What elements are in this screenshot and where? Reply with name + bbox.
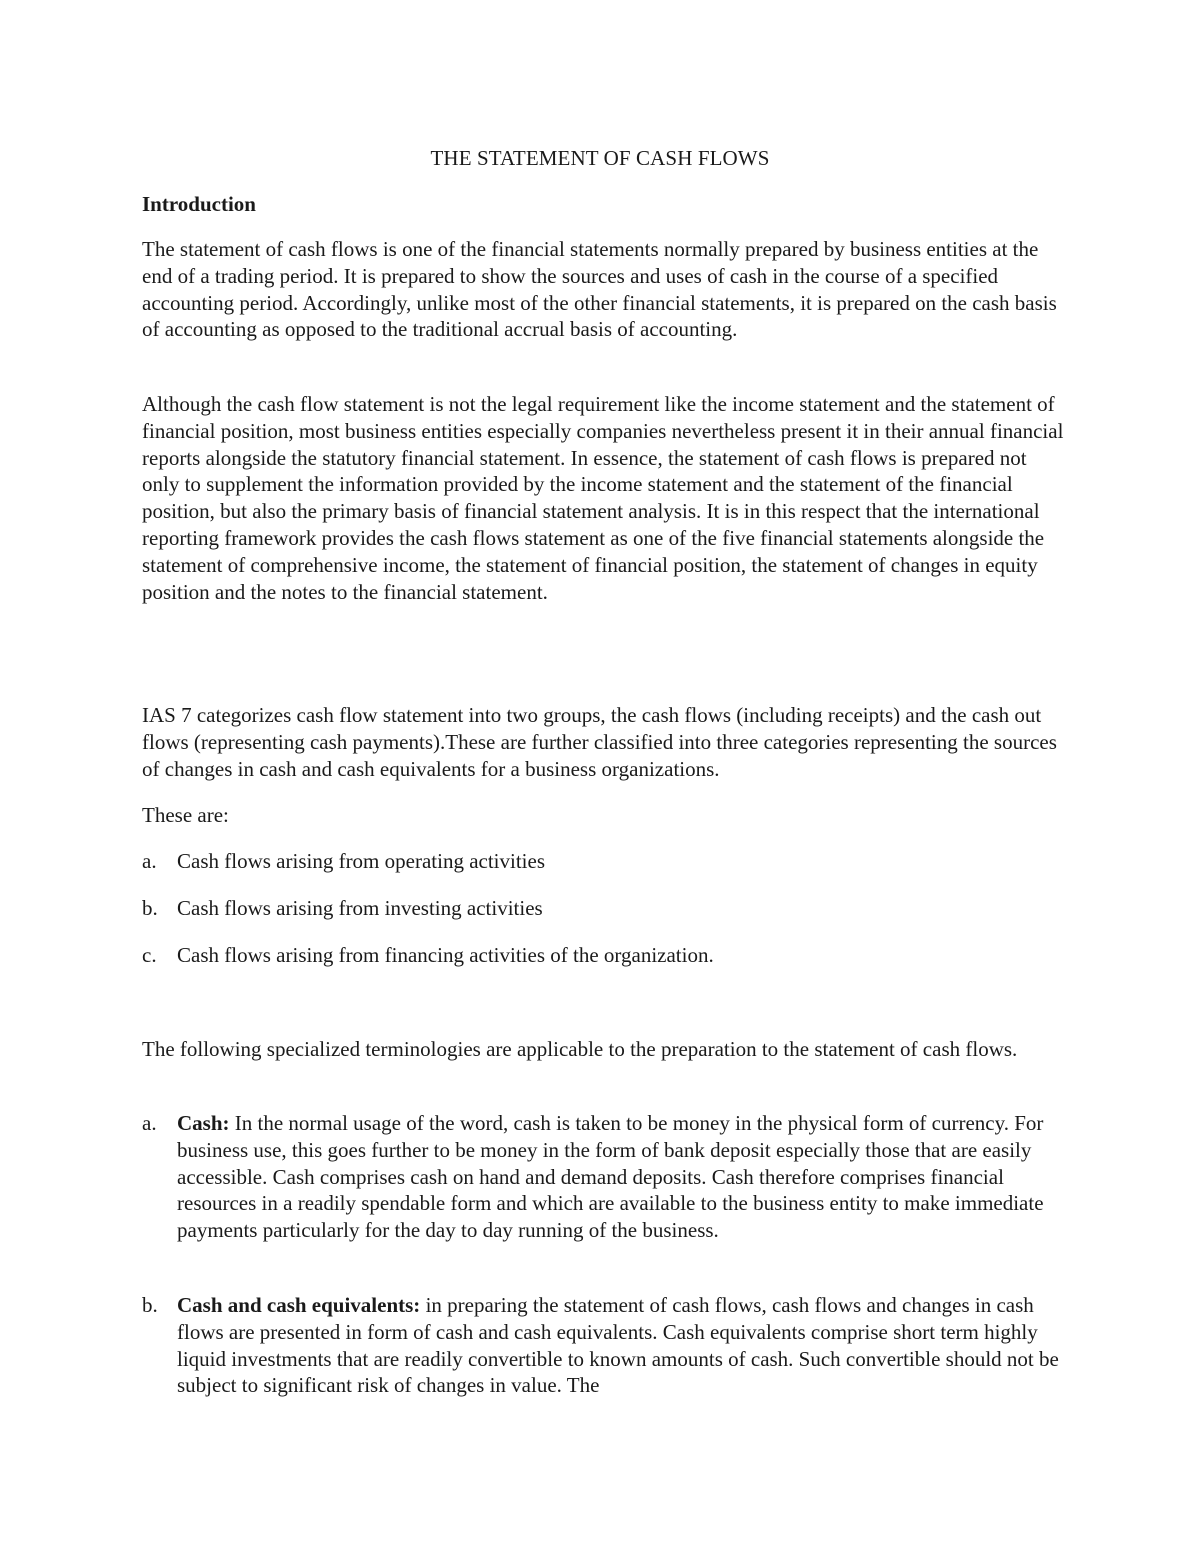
term-body	[177, 1110, 1067, 1244]
term-definition: in preparing the statement of cash flows, cash flows and changes in cash flows are presented in form of cash and cash equivalents. Cash equivalents comprise short term highly liquid investments that are readily convertible to known amounts of cash. Such convertible should not be subject to significant risk of changes in value. The	[177, 1293, 1059, 1398]
section-heading-introduction: Introduction	[142, 192, 256, 216]
list-marker: a.	[142, 1111, 157, 1135]
list-marker: b.	[142, 1293, 158, 1317]
document-title: THE STATEMENT OF CASH FLOWS	[430, 146, 770, 170]
paragraph-ias7: IAS 7 categorizes cash flow statement into two groups, the cash flows (including receipts) and the cash out flows (representing cash payments).These are further classified into three categories representing the sources of changes in cash and cash equivalents for a business organizations.	[142, 703, 1057, 781]
paragraph-legal-requirement: Although the cash flow statement is not the legal requirement like the income statement and the statement of financial position, most business entities especially companies nevertheless present it in their annual financial reports alongside the statutory financial statement. In essence, the statement of cash flows is prepared not only to supplement the information provided by the income statement and the statement of the financial position, but also the primary basis of financial statement analysis. It is in this respect that the international reporting framework provides the cash flows statement as one of the five financial statements alongside the statement of comprehensive income, the statement of financial position, the statement of changes in equity position and the notes to the financial statement.	[142, 392, 1064, 604]
list-marker: a.	[142, 849, 157, 873]
list-item-text: Cash flows arising from financing activities of the organization.	[177, 943, 714, 967]
paragraph-intro: The statement of cash flows is one of the financial statements normally prepared by business entities at the end of a trading period. It is prepared to show the sources and uses of cash in the course of a specified accounting period. Accordingly, unlike most of the other financial statements, it is prepared on the cash basis of accounting as opposed to the traditional accrual basis of accounting.	[142, 237, 1057, 342]
list-item-text: Cash flows arising from investing activities	[177, 896, 543, 920]
list-marker: b.	[142, 896, 158, 920]
term-label: Cash and cash equivalents:	[177, 1293, 421, 1317]
term-label: Cash:	[177, 1111, 230, 1135]
term-definition: In the normal usage of the word, cash is taken to be money in the physical form of currency. For business use, this goes further to be money in the form of bank deposit especially those that are easily accessible. Cash comprises cash on hand and demand deposits. Cash therefore comprises financial resources in a readily spendable form and which are available to the business entity to make immediate payments particularly for the day to day running of the business.	[177, 1111, 1044, 1243]
term-body	[177, 1292, 1067, 1399]
paragraph-these-are: These are:	[142, 803, 229, 827]
paragraph-terminology-intro: The following specialized terminologies are applicable to the preparation to the statement of cash flows.	[142, 1037, 1018, 1061]
list-item-text: Cash flows arising from operating activities	[177, 849, 546, 873]
list-marker: c.	[142, 943, 157, 967]
